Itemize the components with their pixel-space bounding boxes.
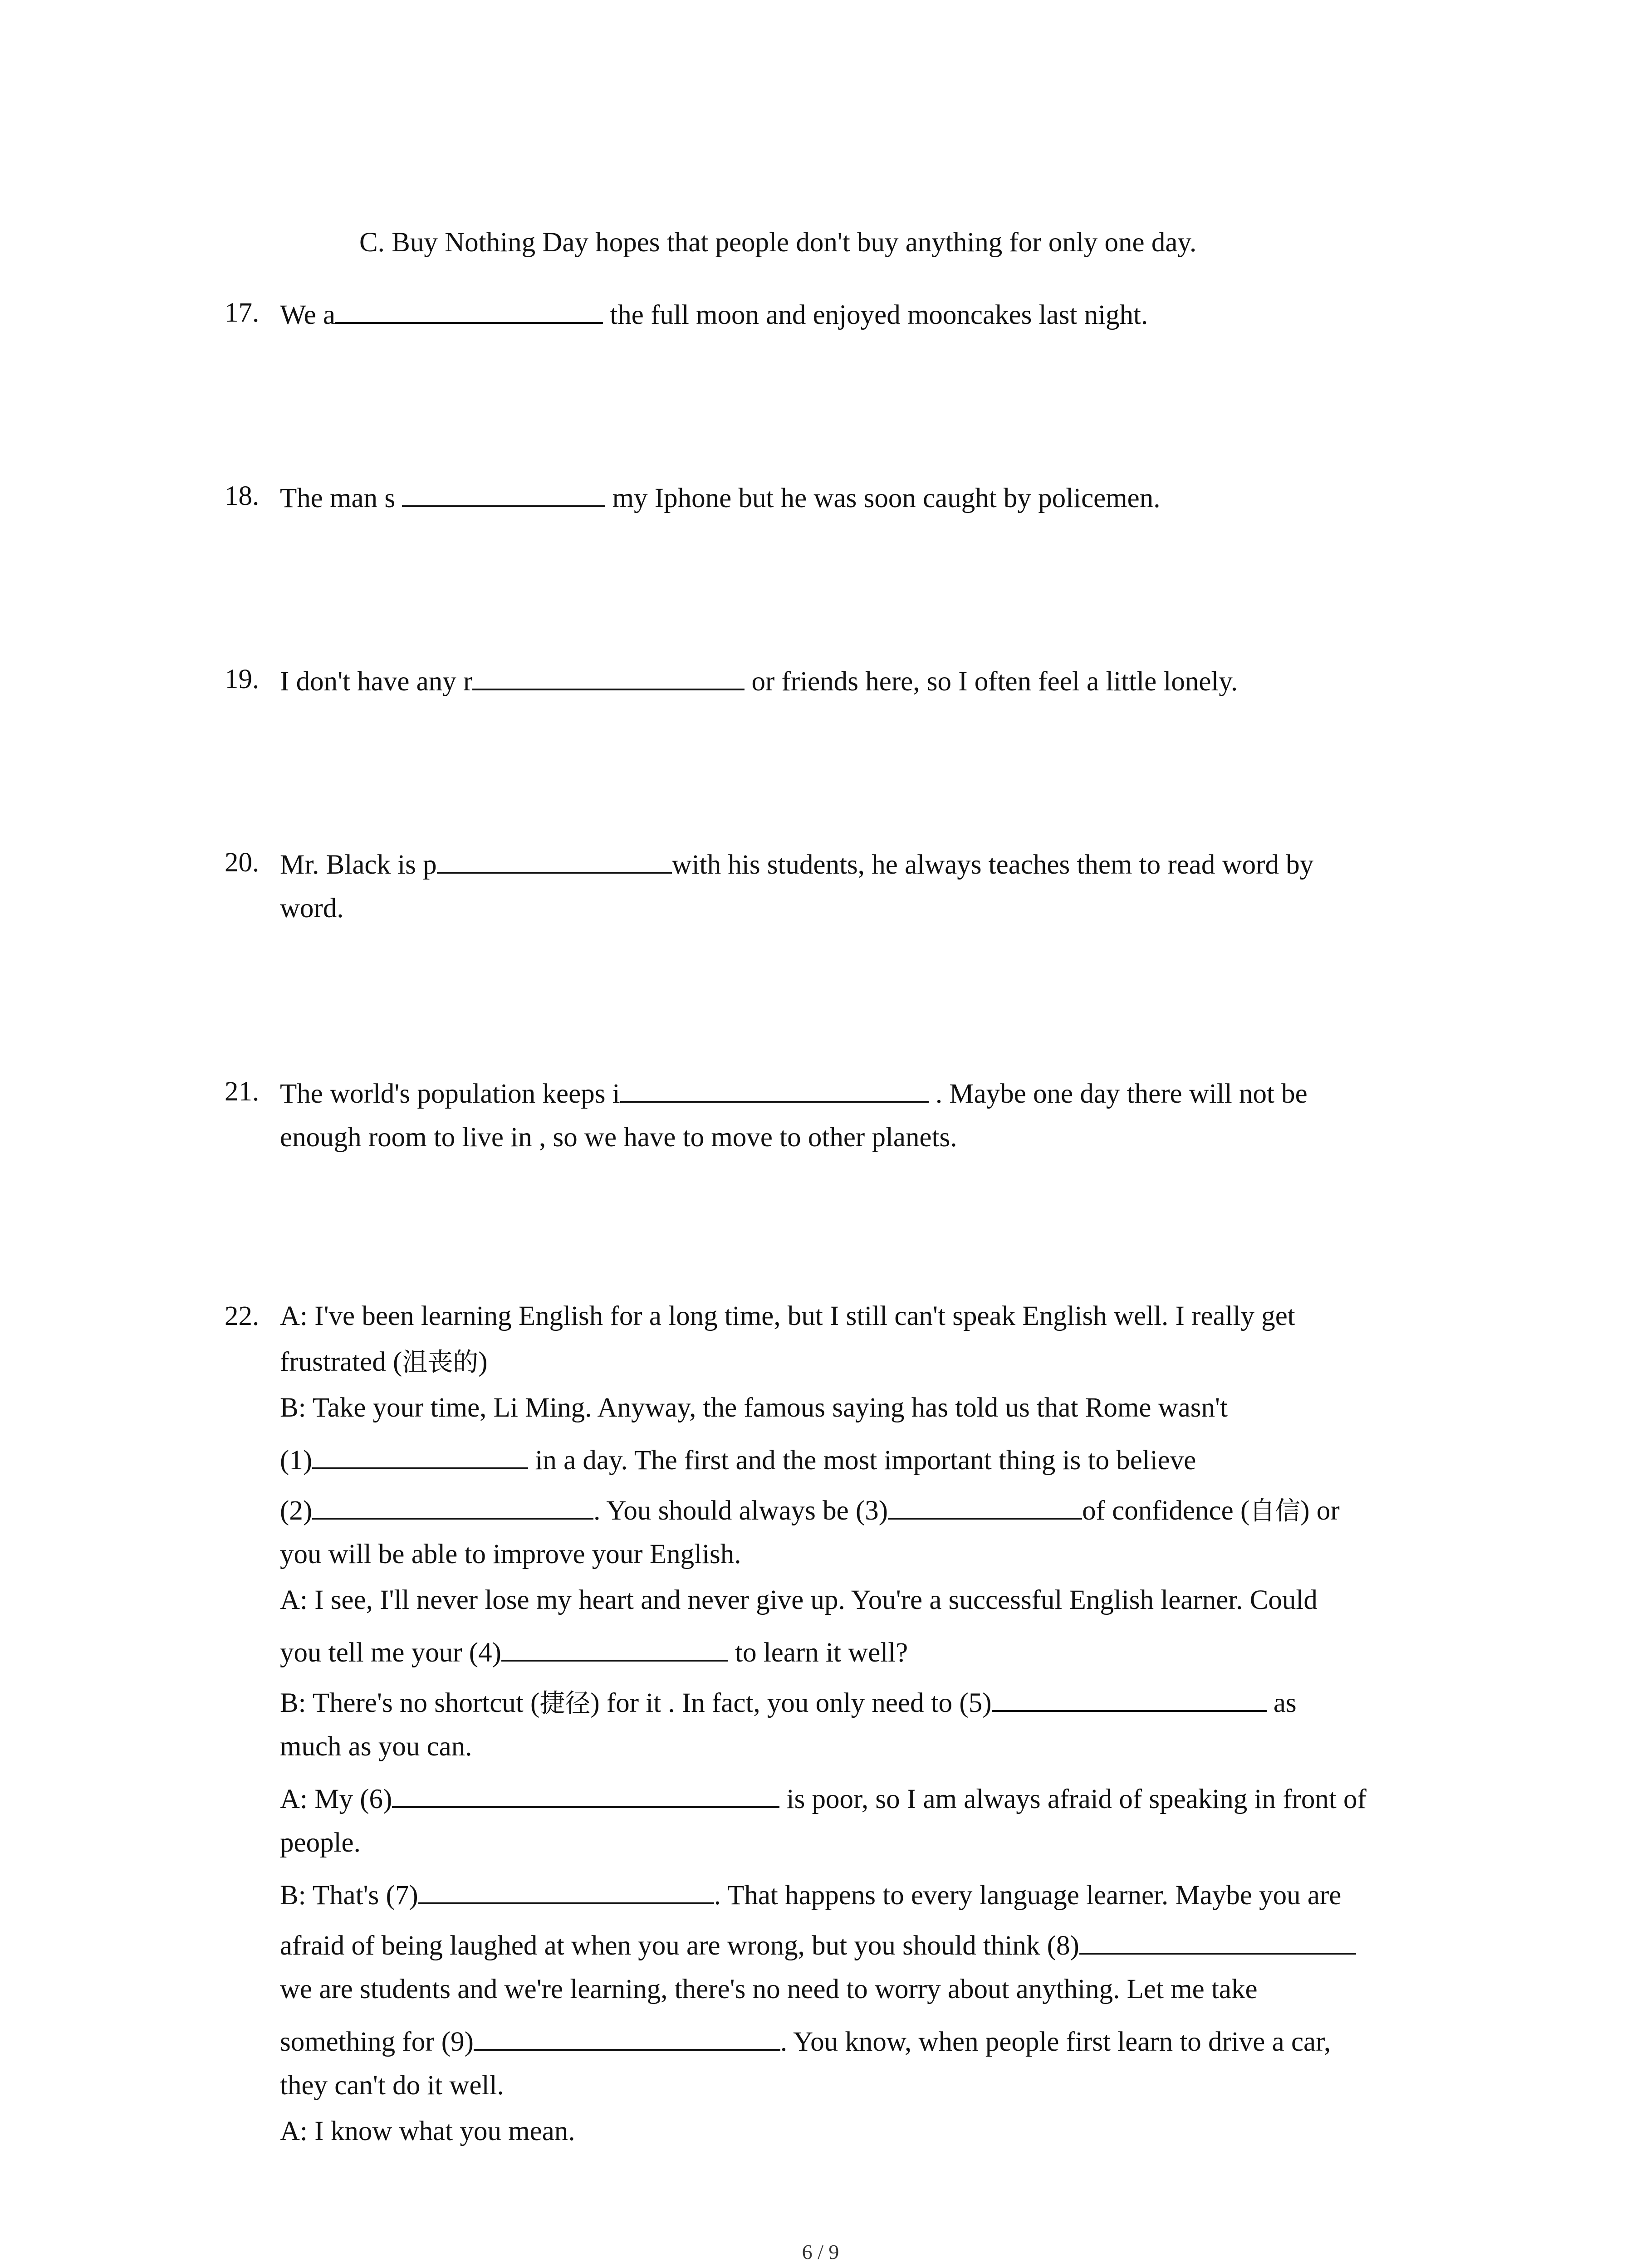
q22-line-2-cjk: 沮丧的 [402,1348,479,1377]
question-21 [280,1074,1308,1110]
q20-text-before: Mr. Black is p [280,850,437,880]
q22-blank-1[interactable] [312,1440,528,1469]
q22-blank-4[interactable] [501,1633,728,1662]
q22-line-5 [280,1491,1340,1527]
q22-line-15: we are students and we're learning, there's no need to worry about anything. Let me take [280,1974,1258,2004]
q22-line-5-b: . You should always be (3) [593,1496,888,1526]
q18-text-after: my Iphone but he was soon caught by policemen. [605,483,1161,513]
q20-text-after: with his students, he always teaches them to read word by [671,850,1314,880]
q19-text-before: I don't have any r [280,666,473,697]
q22-line-5-d: ) or [1300,1496,1340,1526]
q22-line-5-a: (2) [280,1496,313,1526]
q17-text-before: We a [280,300,336,330]
option-c: C. Buy Nothing Day hopes that people don't buy anything for only one day. [359,227,1197,258]
q21-text-after: . Maybe one day there will not be [928,1079,1308,1109]
q18-blank[interactable] [402,478,605,507]
q19-text-after: or friends here, so I often feel a little lonely. [745,666,1238,697]
question-21-line-2: enough room to live in , so we have to move to other planets. [280,1122,957,1153]
question-number-19: 19. [225,664,260,694]
question-number-22: 22. [225,1301,260,1331]
q22-blank-7[interactable] [418,1875,714,1904]
q22-line-11 [280,1779,1367,1815]
q22-line-13-b: . That happens to every language learner. Maybe you are [714,1880,1342,1911]
q22-line-13 [280,1875,1341,1911]
q17-text-after: the full moon and enjoyed mooncakes last night. [603,300,1148,330]
question-19 [280,661,1238,698]
q22-line-14 [280,1926,1356,1962]
q22-line-8-a: you tell me your (4) [280,1637,501,1668]
q22-line-10: much as you can. [280,1731,472,1762]
question-number-20: 20. [225,847,260,878]
q19-blank[interactable] [472,661,745,690]
q22-line-16-a: something for (9) [280,2027,474,2057]
question-20-line-2: word. [280,893,344,924]
q22-line-1: A: I've been learning English for a long time, but I still can't speak English well. I really get [280,1301,1295,1331]
q22-blank-3[interactable] [888,1491,1082,1520]
q22-line-12: people. [280,1828,361,1858]
q22-line-2 [280,1344,488,1380]
q22-line-5-c: of confidence ( [1082,1496,1250,1526]
q22-line-11-a: A: My (6) [280,1784,392,1814]
question-17 [280,295,1148,331]
q22-line-9-b: ) for it . In fact, you only need to (5) [590,1688,992,1718]
q22-blank-6[interactable] [392,1779,779,1808]
q22-line-14-a: afraid of being laughed at when you are wrong, but you should think (8) [280,1931,1079,1961]
q22-line-5-cjk: 自信 [1249,1496,1301,1526]
question-18 [280,478,1161,514]
question-number-18: 18. [225,481,260,511]
q22-line-3: B: Take your time, Li Ming. Anyway, the famous saying has told us that Rome wasn't [280,1393,1228,1423]
q22-line-9-cjk: 捷径 [539,1689,591,1718]
q22-line-13-a: B: That's (7) [280,1880,418,1911]
page-number: 6 / 9 [802,2240,839,2263]
q21-text-before: The world's population keeps i [280,1079,620,1109]
q22-line-9-c: as [1266,1688,1297,1718]
q22-line-16 [280,2022,1331,2058]
question-20 [280,845,1313,881]
q22-line-4-a: (1) [280,1445,313,1476]
q22-line-2-b: ) [478,1347,488,1377]
q22-line-17: they can't do it well. [280,2070,504,2101]
q21-blank[interactable] [620,1074,929,1103]
q22-line-9 [280,1683,1297,1719]
q22-line-7: A: I see, I'll never lose my heart and never give up. You're a successful English learner. Could [280,1585,1318,1615]
q22-blank-5[interactable] [992,1683,1267,1712]
q22-line-8-b: to learn it well? [728,1637,908,1668]
q22-line-2-a: frustrated ( [280,1347,402,1377]
q17-blank[interactable] [335,295,603,324]
q20-blank[interactable] [437,845,672,874]
q22-blank-9[interactable] [474,2022,780,2051]
q22-blank-2[interactable] [312,1491,593,1520]
q22-line-4-b: in a day. The first and the most important thing is to believe [528,1445,1196,1476]
q22-line-16-b: . You know, when people first learn to drive a car, [780,2027,1331,2057]
q22-line-4 [280,1440,1196,1476]
q22-line-9-a: B: There's no shortcut ( [280,1688,540,1718]
question-number-21: 21. [225,1076,260,1107]
q18-text-before: The man s [280,483,402,513]
q22-line-18: A: I know what you mean. [280,2116,575,2146]
q22-blank-8[interactable] [1079,1926,1356,1955]
question-number-17: 17. [225,298,260,328]
q22-line-11-b: is poor, so I am always afraid of speaking in front of [779,1784,1367,1814]
q22-line-8 [280,1633,908,1669]
q22-line-6: you will be able to improve your English. [280,1539,741,1569]
